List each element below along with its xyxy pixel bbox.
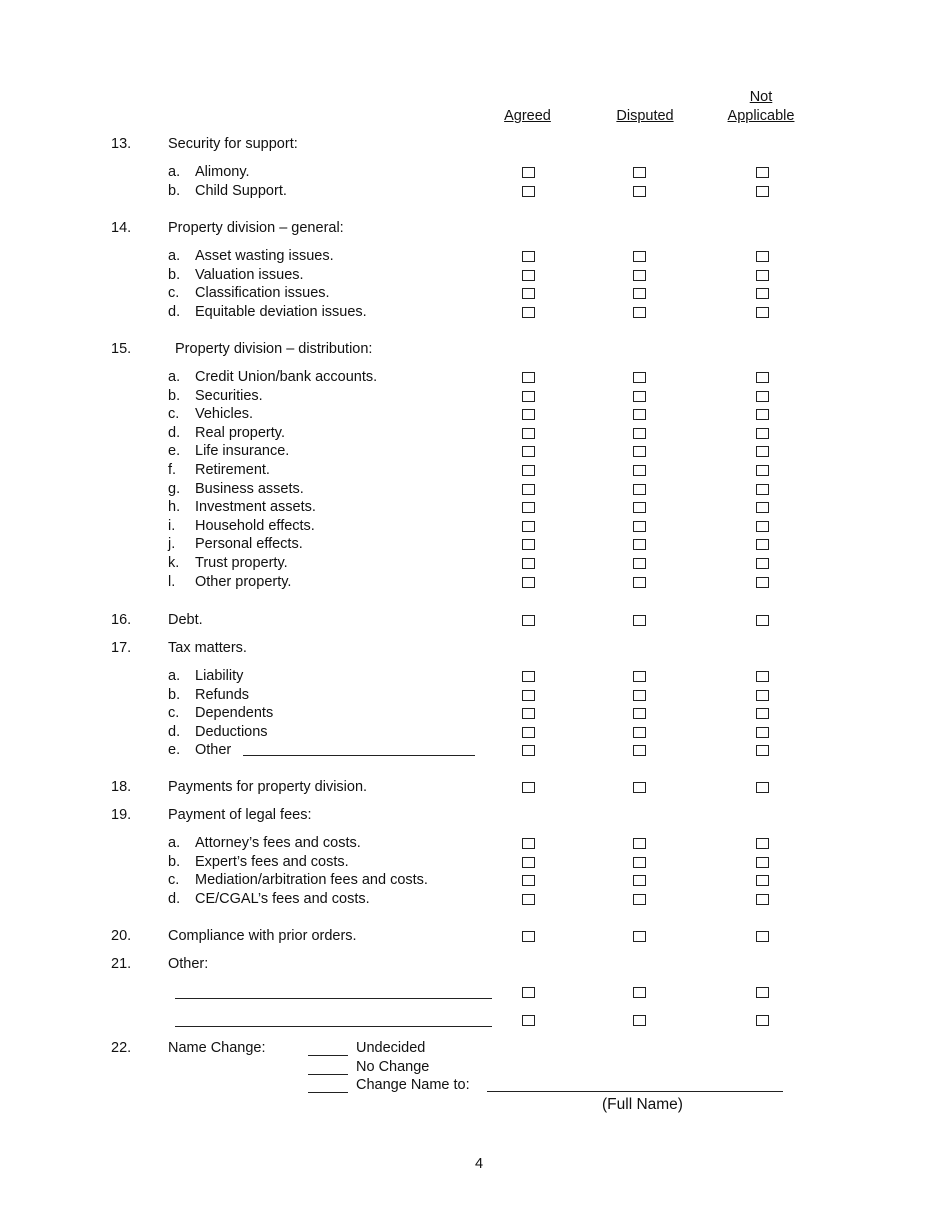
checkbox-agreed-16[interactable] [522,615,535,626]
checkbox-agreed-14-c[interactable] [522,288,535,299]
sub-letter-14-3: d. [168,303,181,320]
checkbox-agreed-13-b[interactable] [522,186,535,197]
checkbox-agreed-19-d[interactable] [522,894,535,905]
sub-letter-15-0: a. [168,369,181,385]
checkbox-disputed-19-b[interactable] [633,857,646,868]
sub-letter-15-7: h. [168,499,181,516]
item-number-19: 19. [111,807,132,823]
sub-letter-15-9: j. [168,536,176,553]
checkbox-disputed-15-f[interactable] [633,465,646,476]
checkbox-not-applicable-13-b[interactable] [756,186,769,197]
checkbox-agreed-14-b[interactable] [522,270,535,281]
sub-letter-19-0: a. [168,835,181,851]
sub-text-14-1: Valuation issues. [195,266,304,283]
checkbox-not-applicable-19-a[interactable] [756,838,769,849]
checkbox-disputed-18[interactable] [633,782,646,793]
checkbox-disputed-19-d[interactable] [633,894,646,905]
checkbox-agreed-15-b[interactable] [522,391,535,402]
item-number-21: 21. [111,956,132,972]
checkbox-agreed-20[interactable] [522,931,535,942]
sub-text-19-1: Expert’s fees and costs. [195,853,349,870]
item-number-16: 16. [111,612,132,628]
item-title-17: Tax matters. [168,640,247,656]
sub-letter-13-1: b. [168,182,181,199]
sub-text-17-2: Dependents [195,705,274,722]
checkbox-disputed-15-h[interactable] [633,502,646,513]
item-title-15: Property division – distribution: [175,341,373,357]
sub-letter-17-1: b. [168,686,181,703]
checkbox-agreed-17-a[interactable] [522,671,535,682]
checkbox-agreed-17-c[interactable] [522,708,535,719]
sub-letter-19-1: b. [168,853,181,870]
checkbox-agreed-17-d[interactable] [522,727,535,738]
item-number-20: 20. [111,928,132,944]
checkbox-disputed-16[interactable] [633,615,646,626]
checkbox-not-applicable-15-b[interactable] [756,391,769,402]
item-title-21: Other: [168,956,209,972]
full-name-line[interactable] [487,1091,783,1092]
sub-letter-17-3: d. [168,723,181,740]
checkbox-not-applicable-15-l[interactable] [756,577,769,588]
checkbox-disputed-15-d[interactable] [633,428,646,439]
checkbox-agreed-15-d[interactable] [522,428,535,439]
sub-letter-14-0: a. [168,248,181,264]
sub-letter-15-4: e. [168,443,181,460]
checkbox-disputed-17-c[interactable] [633,708,646,719]
checkbox-agreed-15-k[interactable] [522,558,535,569]
sub-text-19-2: Mediation/arbitration fees and costs. [195,872,428,889]
checkbox-disputed-13-a[interactable] [633,167,646,178]
sub-text-13-0: Alimony. [195,164,250,180]
checkbox-not-applicable-17-e[interactable] [756,745,769,756]
item-title-19: Payment of legal fees: [168,807,312,823]
header-not: Not [749,89,773,105]
checkbox-not-applicable-15-j[interactable] [756,539,769,550]
checkbox-disputed-19-a[interactable] [633,838,646,849]
name-change-option-2: No Change [356,1058,430,1075]
checkbox-agreed-15-i[interactable] [522,521,535,532]
checkbox-not-applicable-17-c[interactable] [756,708,769,719]
item-title-20: Compliance with prior orders. [168,928,357,944]
checkbox-disputed-15-k[interactable] [633,558,646,569]
sub-letter-15-11: l. [168,573,176,590]
sub-letter-14-2: c. [168,285,180,302]
checkbox-disputed-17-a[interactable] [633,671,646,682]
checkbox-disputed-17-d[interactable] [633,727,646,738]
sub-letter-13-0: a. [168,164,181,180]
checkbox-not-applicable-19-b[interactable] [756,857,769,868]
checkbox-disputed-19-c[interactable] [633,875,646,886]
checkbox-not-applicable-15-f[interactable] [756,465,769,476]
item-number-13: 13. [111,136,132,152]
checkbox-agreed-13-a[interactable] [522,167,535,178]
sub-letter-15-10: k. [168,555,180,571]
sub-letter-15-6: g. [168,480,181,497]
checkbox-agreed-14-a[interactable] [522,251,535,262]
checkbox-not-applicable-17-a[interactable] [756,671,769,682]
checkbox-agreed-14-d[interactable] [522,307,535,318]
checkbox-disputed-17-b[interactable] [633,690,646,701]
checkbox-not-applicable-21-2[interactable] [756,1015,769,1026]
sub-text-15-11: Other property. [195,573,292,590]
checkbox-disputed-15-a[interactable] [633,372,646,383]
sub-letter-17-2: c. [168,705,180,722]
checkbox-agreed-15-a[interactable] [522,372,535,383]
checkbox-agreed-15-h[interactable] [522,502,535,513]
checkbox-not-applicable-18[interactable] [756,782,769,793]
checkbox-not-applicable-15-k[interactable] [756,558,769,569]
sub-letter-15-8: i. [168,517,176,534]
name-change-option-1: Undecided [356,1040,426,1056]
sub-letter-15-2: c. [168,406,180,423]
item-title-13: Security for support: [168,136,298,152]
sub-text-15-7: Investment assets. [195,499,316,516]
checkbox-not-applicable-20[interactable] [756,931,769,942]
sub-text-15-9: Personal effects. [195,536,303,553]
checkbox-disputed-21-2[interactable] [633,1015,646,1026]
checkbox-disputed-15-i[interactable] [633,521,646,532]
sub-text-14-3: Equitable deviation issues. [195,303,367,320]
sub-text-15-5: Retirement. [195,462,270,478]
checkbox-agreed-19-a[interactable] [522,838,535,849]
sub-text-19-3: CE/CGAL’s fees and costs. [195,890,370,907]
name-change-label: Name Change: [168,1040,266,1056]
checkbox-agreed-21-1[interactable] [522,987,535,998]
checkbox-agreed-18[interactable] [522,782,535,793]
sub-text-14-0: Asset wasting issues. [195,248,334,264]
checkbox-disputed-15-j[interactable] [633,539,646,550]
checkbox-disputed-21-1[interactable] [633,987,646,998]
checkbox-not-applicable-14-c[interactable] [756,288,769,299]
checkbox-not-applicable-14-b[interactable] [756,270,769,281]
other-line-1[interactable] [175,998,492,999]
checkbox-agreed-15-f[interactable] [522,465,535,476]
sub-text-17-3: Deductions [195,723,268,740]
checkbox-disputed-15-b[interactable] [633,391,646,402]
sub-text-15-0: Credit Union/bank accounts. [195,369,378,385]
name-change-blank-1[interactable] [308,1055,348,1056]
checkbox-agreed-15-c[interactable] [522,409,535,420]
checkbox-disputed-14-a[interactable] [633,251,646,262]
sub-text-13-1: Child Support. [195,182,287,199]
item-title-16: Debt. [168,612,203,628]
checkbox-disputed-14-b[interactable] [633,270,646,281]
item-title-18: Payments for property division. [168,779,368,795]
checkbox-disputed-15-l[interactable] [633,577,646,588]
header-disputed: Disputed [616,108,674,124]
sub-text-15-3: Real property. [195,424,285,441]
checkbox-agreed-19-c[interactable] [522,875,535,886]
checkbox-not-applicable-14-a[interactable] [756,251,769,262]
checkbox-disputed-15-g[interactable] [633,484,646,495]
checkbox-agreed-15-g[interactable] [522,484,535,495]
sub-text-19-0: Attorney’s fees and costs. [195,835,361,851]
checkbox-disputed-15-e[interactable] [633,446,646,457]
checkbox-disputed-15-c[interactable] [633,409,646,420]
sub-letter-15-1: b. [168,387,181,404]
header-applicable: Applicable [727,108,795,124]
sub-text-15-4: Life insurance. [195,443,290,460]
checkbox-disputed-14-d[interactable] [633,307,646,318]
checkbox-not-applicable-19-c[interactable] [756,875,769,886]
sub-letter-17-0: a. [168,668,181,684]
checkbox-not-applicable-17-d[interactable] [756,727,769,738]
name-change-blank-3[interactable] [308,1092,348,1093]
sub-letter-17-4: e. [168,742,181,759]
sub-letter-19-3: d. [168,890,181,907]
page-number: 4 [475,1156,484,1172]
checkbox-not-applicable-15-g[interactable] [756,484,769,495]
sub-letter-14-1: b. [168,266,181,283]
full-name-caption: (Full Name) [602,1096,683,1113]
header-agreed: Agreed [504,108,551,124]
name-change-blank-2[interactable] [308,1074,348,1075]
checkbox-disputed-17-e[interactable] [633,745,646,756]
checkbox-agreed-15-e[interactable] [522,446,535,457]
sub-letter-15-5: f. [168,462,177,478]
checkbox-not-applicable-15-e[interactable] [756,446,769,457]
sub-text-15-6: Business assets. [195,480,304,497]
checkbox-not-applicable-19-d[interactable] [756,894,769,905]
checkbox-agreed-19-b[interactable] [522,857,535,868]
sub-text-15-1: Securities. [195,387,263,404]
checkbox-not-applicable-15-i[interactable] [756,521,769,532]
item-number-14: 14. [111,220,132,236]
checkbox-disputed-13-b[interactable] [633,186,646,197]
checkbox-not-applicable-17-b[interactable] [756,690,769,701]
checkbox-not-applicable-13-a[interactable] [756,167,769,178]
checkbox-not-applicable-15-a[interactable] [756,372,769,383]
checkbox-agreed-21-2[interactable] [522,1015,535,1026]
other-line-2[interactable] [175,1026,492,1027]
name-change-option-3: Change Name to: [356,1077,470,1094]
item-number-15: 15. [111,341,132,357]
item-title-14: Property division – general: [168,220,344,236]
checkbox-disputed-20[interactable] [633,931,646,942]
sub-letter-19-2: c. [168,872,180,889]
checkbox-agreed-17-e[interactable] [522,745,535,756]
checkbox-agreed-15-j[interactable] [522,539,535,550]
sub-letter-15-3: d. [168,424,181,441]
sub-text-14-2: Classification issues. [195,285,330,302]
checkbox-not-applicable-15-h[interactable] [756,502,769,513]
item-number-22: 22. [111,1040,132,1056]
checkbox-agreed-17-b[interactable] [522,690,535,701]
item-number-18: 18. [111,779,132,795]
checkbox-not-applicable-15-c[interactable] [756,409,769,420]
checkbox-not-applicable-14-d[interactable] [756,307,769,318]
sub-text-15-2: Vehicles. [195,406,254,423]
sub-text-17-4: Other [195,742,232,759]
tax-other-line[interactable] [243,755,475,756]
checkbox-not-applicable-15-d[interactable] [756,428,769,439]
checkbox-agreed-15-l[interactable] [522,577,535,588]
checkbox-disputed-14-c[interactable] [633,288,646,299]
sub-text-17-1: Refunds [195,686,250,703]
sub-text-15-10: Trust property. [195,555,288,571]
item-number-17: 17. [111,640,132,656]
sub-text-15-8: Household effects. [195,517,315,534]
checkbox-not-applicable-16[interactable] [756,615,769,626]
sub-text-17-0: Liability [195,668,244,684]
checkbox-not-applicable-21-1[interactable] [756,987,769,998]
